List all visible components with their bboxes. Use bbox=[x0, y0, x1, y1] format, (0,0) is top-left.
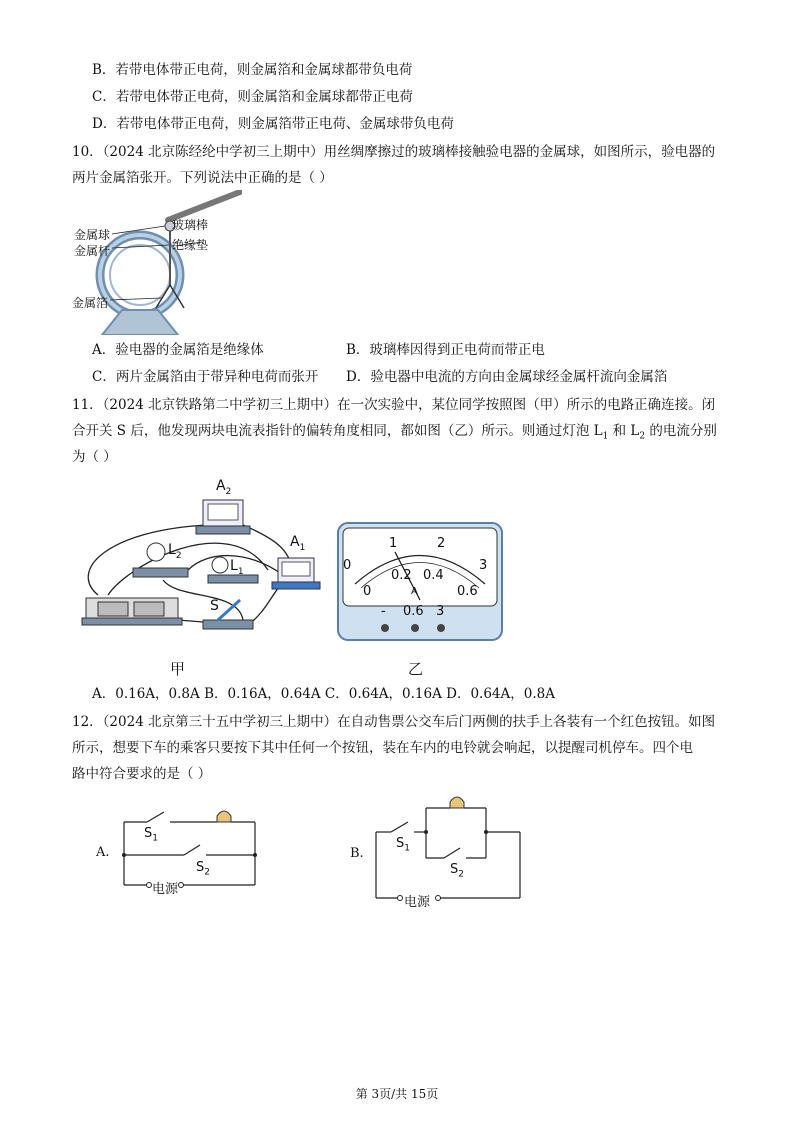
q11-sub-2: 2 bbox=[639, 431, 646, 442]
q12-stem-line3: 路中符合要求的是（ ） bbox=[72, 766, 212, 782]
caption-jia: 甲 bbox=[170, 660, 186, 678]
label-metal-rod: 金属杆 bbox=[74, 244, 111, 258]
terminal-06: 0.6 bbox=[403, 604, 424, 619]
scale-bottom-02: 0.2 bbox=[391, 568, 412, 583]
label-insulating-pad: 绝缘垫 bbox=[172, 238, 209, 252]
q10-option-c: C．两片金属箔由于带异种电荷而张开 bbox=[92, 369, 319, 385]
q10-option-b: B．玻璃棒因得到正电荷而带正电 bbox=[346, 342, 545, 358]
label-l1: $L_1$ bbox=[230, 558, 244, 577]
q12-stem-line1: 12．（2024 北京第三十五中学初三上期中）在自动售票公交车后门两侧的扶手上各装有一个红色按钮。如图 bbox=[72, 714, 716, 730]
electroscope-drawing bbox=[72, 190, 242, 335]
q10-option-d: D．验电器中电流的方向由金属球经金属杆流向金属箔 bbox=[346, 369, 668, 385]
q9-option-c: C．若带电体带正电荷，则金属箔和金属球都带正电荷 bbox=[92, 89, 413, 105]
terminal-3: 3 bbox=[436, 604, 445, 619]
label-a1: $A_1$ bbox=[290, 534, 306, 553]
circuit-b-drawing bbox=[346, 790, 536, 910]
circuit-a-s2: $S_2$ bbox=[196, 860, 210, 878]
q10-stem-line1: 10．（2024 北京陈经纶中学初三上期中）用丝绸摩擦过的玻璃棒接触验电器的金属球，如图所示，验电器的 bbox=[72, 144, 716, 160]
circuit-option-a bbox=[92, 800, 272, 900]
circuit-a-s1: $S_1$ bbox=[144, 826, 158, 844]
circuit-b-label: B. bbox=[350, 846, 364, 861]
q11-stem-text-2: 和 L bbox=[608, 423, 640, 439]
label-l2: $L_2$ bbox=[168, 542, 182, 561]
circuit-drawing bbox=[68, 470, 328, 675]
q10-option-a: A．验电器的金属箔是绝缘体 bbox=[92, 342, 264, 358]
electroscope-figure bbox=[72, 190, 242, 335]
q9-option-d: D．若带电体带正电荷，则金属箔带正电荷、金属球带负电荷 bbox=[92, 116, 454, 132]
q11-stem-text-3: 的电流分别 bbox=[645, 423, 717, 439]
q12-stem-line2: 所示，想要下车的乘客只要按下其中任何一个按钮，装在车内的电铃就会响起，以提醒司机停车。四个电 bbox=[72, 740, 693, 756]
q11-options: A．0.16A，0.8A B．0.16A，0.64A C．0.64A，0.16A D．0.64A，0.8A bbox=[92, 686, 555, 702]
scale-top-2: 2 bbox=[437, 536, 446, 551]
caption-yi: 乙 bbox=[408, 660, 424, 678]
q11-stem-line2 bbox=[72, 421, 717, 447]
circuit-a-drawing bbox=[92, 800, 272, 900]
q11-sub-1: 1 bbox=[602, 431, 609, 442]
scale-top-0: 0 bbox=[343, 558, 352, 573]
circuit-option-b bbox=[346, 790, 536, 910]
circuit-figure-a bbox=[68, 470, 328, 678]
circuit-a-label: A. bbox=[96, 845, 110, 860]
circuit-a-power: 电源 bbox=[152, 882, 179, 897]
label-glass-rod: 玻璃棒 bbox=[172, 218, 209, 232]
label-metal-ball: 金属球 bbox=[74, 228, 111, 242]
label-metal-foil: 金属箔 bbox=[72, 296, 109, 310]
q9-option-b: B．若带电体带正电荷，则金属箔和金属球都带负电荷 bbox=[92, 62, 413, 78]
circuit-b-power: 电源 bbox=[404, 895, 431, 910]
page-footer: 第 3页/共 15页 bbox=[355, 1087, 439, 1101]
scale-top-3: 3 bbox=[479, 558, 488, 573]
label-a2: $A_2$ bbox=[216, 478, 232, 497]
ammeter-drawing bbox=[337, 522, 503, 642]
q11-stem-line3: 为（ ） bbox=[72, 449, 117, 465]
circuit-b-s2: $S_2$ bbox=[450, 862, 464, 880]
circuit-b-s1: $S_1$ bbox=[396, 836, 410, 854]
label-switch-s: S bbox=[210, 598, 219, 614]
terminal-minus: - bbox=[381, 604, 386, 619]
q11-stem-line1: 11．（2024 北京铁路第二中学初三上期中）在一次实验中，某位同学按照图（甲）所示的电路正确连接。闭 bbox=[72, 397, 716, 413]
ammeter-figure bbox=[337, 522, 503, 642]
scale-top-1: 1 bbox=[389, 536, 398, 551]
scale-bottom-06: 0.6 bbox=[457, 584, 478, 599]
q10-stem-line2: 两片金属箔张开。下列说法中正确的是（ ） bbox=[72, 170, 333, 186]
scale-bottom-04: 0.4 bbox=[423, 568, 444, 583]
scale-bottom-0: 0 bbox=[363, 584, 372, 599]
meter-unit: A bbox=[411, 586, 418, 597]
q11-stem-text: 合开关 S 后，他发现两块电流表指针的偏转角度相同，都如图（乙）所示。则通过灯泡 L bbox=[72, 423, 603, 439]
